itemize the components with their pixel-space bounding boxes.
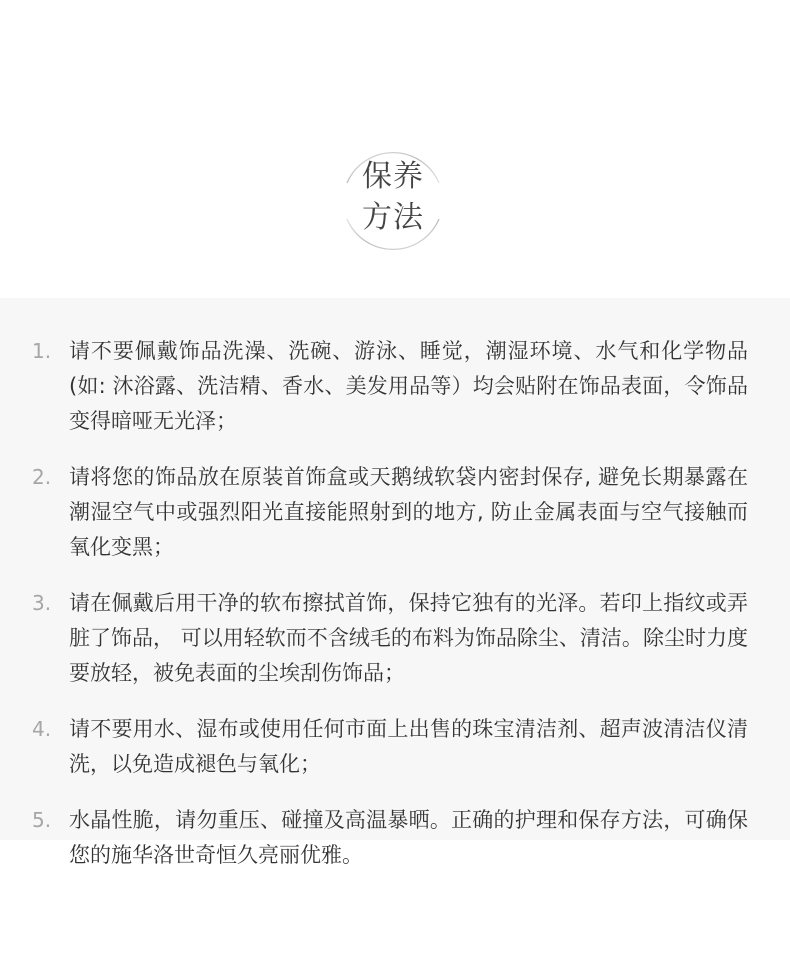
- care-item-text: 请不要用水、湿布或使用任何市面上出售的珠宝清洁剂、超声波清洁仪清洗，以免造成褪色与氧化；: [69, 717, 748, 776]
- care-item-number: 2.: [32, 465, 52, 489]
- care-item-2: [32, 460, 748, 565]
- care-item-3: [32, 586, 748, 691]
- care-instructions-panel: [0, 298, 790, 867]
- care-item-number: 4.: [32, 717, 52, 741]
- care-item-4: [32, 712, 748, 782]
- header-section: [0, 0, 790, 298]
- care-item-number: 3.: [32, 591, 52, 615]
- page-title: [331, 156, 455, 238]
- care-item-text: 水晶性脆，请勿重压、碰撞及高温暴晒。正确的护理和保存方法，可确保您的施华洛世奇恒久亮丽优雅。: [69, 808, 748, 867]
- title-line-2: 方法: [362, 200, 424, 235]
- care-list: [32, 334, 748, 894]
- care-item-number: 5.: [32, 808, 52, 832]
- title-line-1: 保养: [362, 159, 424, 194]
- care-item-text: 请在佩戴后用干净的软布擦拭首饰，保持它独有的光泽。若印上指纹或弄脏了饰品， 可以用轻软而不含绒毛的布料为饰品除尘、清洁。除尘时力度要放轻，被免表面的尘埃刮伤饰品；: [69, 591, 748, 685]
- care-item-5: [32, 803, 748, 873]
- care-item-text: 请不要佩戴饰品洗澡、洗碗、游泳、睡觉，潮湿环境、水气和化学物品(如: 沐浴露、洗洁精、香水、美发用品等）均会贴附在饰品表面，令饰品变得暗哑无光泽；: [69, 339, 748, 433]
- title-emblem: [331, 139, 455, 263]
- care-item-text: 请将您的饰品放在原装首饰盒或天鹅绒软袋内密封保存, 避免长期暴露在潮湿空气中或强烈阳光直接能照射到的地方, 防止金属表面与空气接触而氧化变黑；: [69, 465, 748, 559]
- care-item-number: 1.: [32, 339, 52, 363]
- care-item-1: [32, 334, 748, 439]
